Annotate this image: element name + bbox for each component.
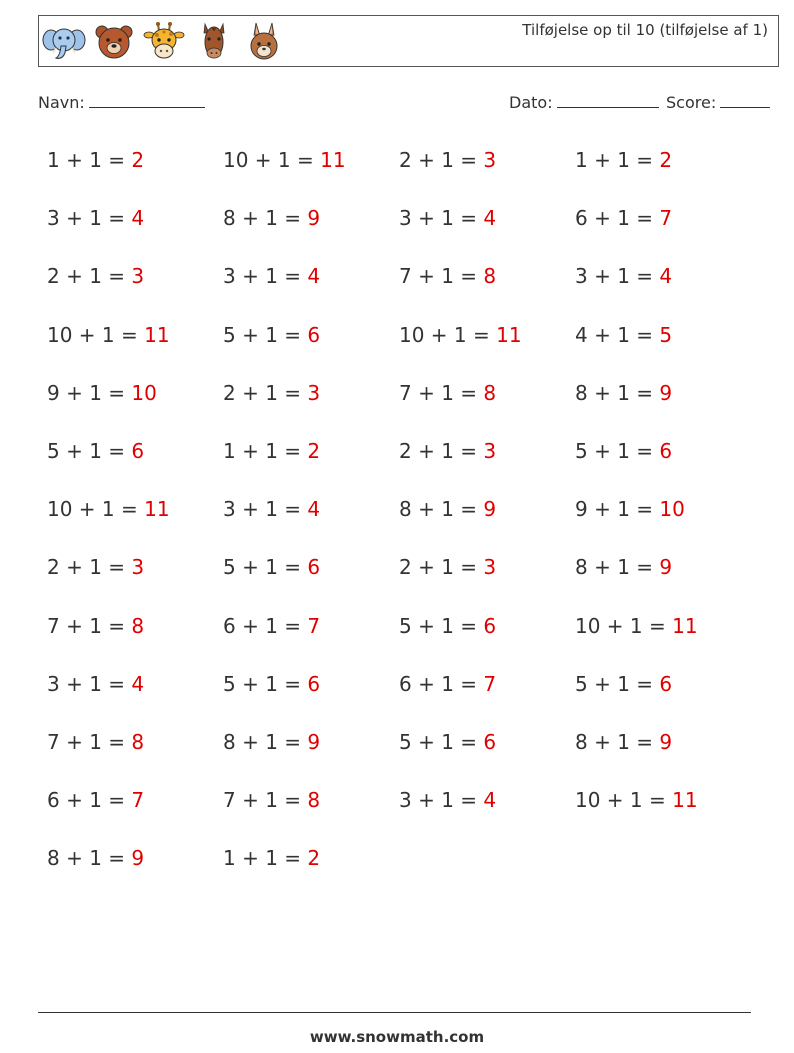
problem-item [223,552,320,582]
problem-answer: 3 [483,555,497,580]
problem-answer: 11 [496,322,522,347]
problem-item [223,669,320,699]
problem-question: 6 + 1 = [47,788,126,813]
score-label: Score: [666,93,717,112]
problem-answer: 2 [659,148,673,172]
name-label: Navn: [38,93,85,112]
problem-item [47,494,170,524]
problem-question: 3 + 1 = [223,264,302,289]
problem-item [47,378,157,408]
problem-item [47,611,144,641]
problem-item [399,436,496,466]
problem-item [399,785,496,815]
problem-answer: 11 [144,497,170,522]
problem-answer: 7 [307,613,321,638]
problem-question: 10 + 1 = [47,497,138,522]
problem-answer: 3 [307,380,321,405]
problem-answer: 6 [131,439,145,463]
problem-question: 9 + 1 = [575,497,654,522]
problem-item [399,378,496,408]
problem-answer: 6 [483,613,497,638]
name-blank[interactable] [89,93,205,108]
problem-question: 10 + 1 = [47,322,138,347]
problem-item [575,494,685,524]
problem-question: 6 + 1 = [399,671,478,696]
problem-question: 2 + 1 = [399,148,478,172]
problem-item [47,727,144,757]
problem-answer: 4 [659,264,673,289]
problem-answer: 10 [131,380,157,405]
problem-answer: 4 [307,264,321,289]
problem-item [575,145,672,175]
problem-question: 5 + 1 = [399,613,478,638]
problem-question: 6 + 1 = [223,613,302,638]
problem-item [575,552,672,582]
problem-answer: 9 [307,206,321,231]
problem-question: 2 + 1 = [399,555,478,580]
problem-answer: 11 [672,613,698,638]
problem-answer: 3 [483,148,497,172]
name-field [38,93,205,112]
problem-question: 2 + 1 = [47,555,126,580]
problem-question: 8 + 1 = [575,730,654,754]
problem-question: 8 + 1 = [223,206,302,231]
problem-item [47,320,170,350]
problem-item [399,494,496,524]
problem-item [47,261,144,291]
problem-question: 4 + 1 = [575,322,654,347]
problem-answer: 7 [659,206,673,231]
problem-question: 7 + 1 = [399,264,478,289]
problem-question: 1 + 1 = [575,148,654,172]
problem-item [223,843,320,873]
problem-item [575,727,672,757]
problem-question: 2 + 1 = [47,264,126,289]
problem-question: 2 + 1 = [223,380,302,405]
problem-question: 3 + 1 = [47,206,126,231]
problem-item [47,843,144,873]
problem-answer: 8 [483,380,497,405]
problem-question: 10 + 1 = [223,148,314,172]
problem-item [223,436,320,466]
score-blank[interactable] [720,93,770,108]
problem-item [575,378,672,408]
problem-question: 10 + 1 = [575,788,666,813]
elephant-icon [42,20,86,64]
problem-answer: 8 [131,613,145,638]
problem-question: 8 + 1 = [223,730,302,754]
problem-question: 1 + 1 = [223,439,302,463]
problem-item [399,320,522,350]
problem-question: 7 + 1 = [223,788,302,813]
problem-item [47,552,144,582]
problem-answer: 9 [131,846,145,871]
problem-item [575,669,672,699]
problem-item [223,785,320,815]
problem-item [575,785,698,815]
problem-question: 1 + 1 = [47,148,126,172]
score-field [666,93,770,112]
problem-answer: 2 [131,148,145,172]
problem-item [223,378,320,408]
problem-item [223,203,320,233]
problem-item [399,552,496,582]
problem-answer: 11 [144,322,170,347]
problem-question: 8 + 1 = [575,380,654,405]
problem-item [399,669,496,699]
problem-answer: 3 [131,555,145,580]
problem-answer: 7 [131,788,145,813]
problem-question: 3 + 1 = [399,206,478,231]
problem-answer: 3 [131,264,145,289]
problem-question: 8 + 1 = [575,555,654,580]
problem-question: 5 + 1 = [399,730,478,754]
problem-answer: 9 [483,497,497,522]
date-field [509,93,659,112]
worksheet-header [38,15,779,67]
giraffe-icon [142,20,186,64]
problem-item [399,145,496,175]
problem-item [223,494,320,524]
problem-item [399,611,496,641]
problem-question: 10 + 1 = [399,322,490,347]
problem-question: 5 + 1 = [47,439,126,463]
footer-url: www.snowmath.com [309,1028,485,1046]
problem-item [399,727,496,757]
problem-answer: 4 [483,206,497,231]
problem-question: 5 + 1 = [223,322,302,347]
problem-question: 5 + 1 = [575,671,654,696]
problem-answer: 5 [659,322,673,347]
problem-answer: 6 [307,555,321,580]
problem-answer: 3 [483,439,497,463]
problem-question: 10 + 1 = [575,613,666,638]
problem-item [575,611,698,641]
problem-question: 5 + 1 = [575,439,654,463]
problem-answer: 4 [307,497,321,522]
problem-question: 6 + 1 = [575,206,654,231]
problem-answer: 6 [659,671,673,696]
problem-answer: 8 [483,264,497,289]
problem-answer: 11 [320,148,346,172]
problem-item [223,320,320,350]
worksheet-title: Tilføjelse op til 10 (tilføjelse af 1) [522,21,768,39]
problem-item [223,611,320,641]
problem-answer: 7 [483,671,497,696]
problem-answer: 6 [659,439,673,463]
problem-answer: 6 [483,730,497,754]
problem-question: 8 + 1 = [47,846,126,871]
animal-icons [42,20,292,64]
problem-question: 7 + 1 = [399,380,478,405]
problem-answer: 4 [131,671,145,696]
problem-item [575,436,672,466]
problem-answer: 8 [131,730,145,754]
problem-question: 3 + 1 = [47,671,126,696]
problem-item [47,785,144,815]
problem-item [399,203,496,233]
problem-item [223,145,346,175]
problem-answer: 2 [307,846,321,871]
problem-item [575,203,672,233]
problem-item [47,145,144,175]
problem-item [223,261,320,291]
problem-item [47,669,144,699]
problem-question: 3 + 1 = [399,788,478,813]
problem-question: 1 + 1 = [223,846,302,871]
problem-question: 2 + 1 = [399,439,478,463]
problem-question: 5 + 1 = [223,555,302,580]
problem-answer: 10 [659,497,685,522]
problem-answer: 9 [659,555,673,580]
problem-answer: 9 [307,730,321,754]
problem-answer: 6 [307,322,321,347]
problem-item [47,436,144,466]
footer-divider [38,1012,751,1013]
problem-answer: 4 [483,788,497,813]
problem-item [399,261,496,291]
date-blank[interactable] [557,93,659,108]
problem-item [575,320,672,350]
problem-answer: 6 [307,671,321,696]
problem-question: 9 + 1 = [47,380,126,405]
problem-item [47,203,144,233]
problem-item [575,261,672,291]
problem-question: 7 + 1 = [47,613,126,638]
problem-answer: 11 [672,788,698,813]
problem-question: 7 + 1 = [47,730,126,754]
problem-answer: 2 [307,439,321,463]
rabbit-icon [242,20,286,64]
problem-answer: 4 [131,206,145,231]
problem-answer: 8 [307,788,321,813]
problem-question: 3 + 1 = [575,264,654,289]
horse-icon [192,20,236,64]
problem-item [223,727,320,757]
problem-answer: 9 [659,730,673,754]
problem-question: 8 + 1 = [399,497,478,522]
problem-question: 5 + 1 = [223,671,302,696]
problem-answer: 9 [659,380,673,405]
bear-icon [92,20,136,64]
date-label: Dato: [509,93,553,112]
problem-question: 3 + 1 = [223,497,302,522]
